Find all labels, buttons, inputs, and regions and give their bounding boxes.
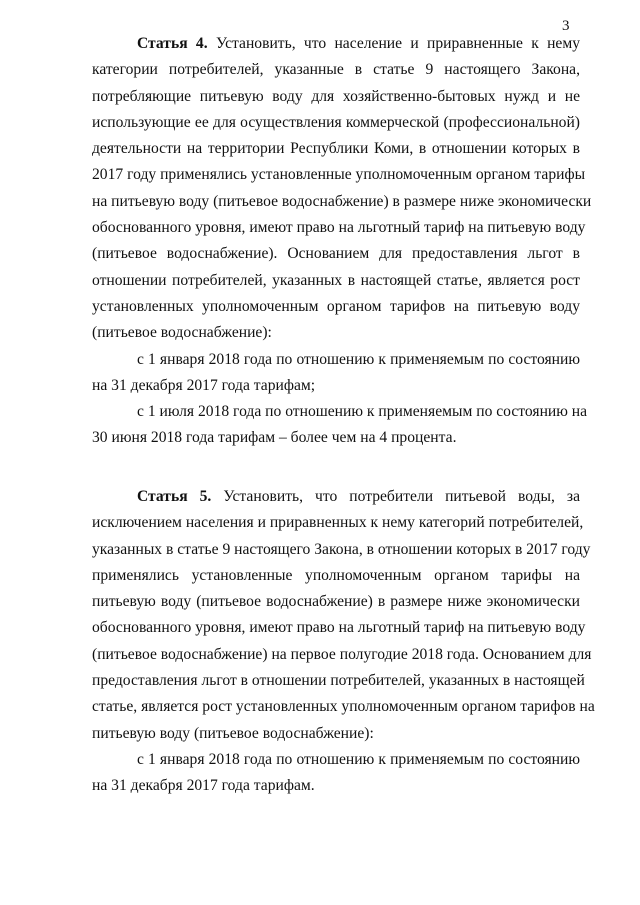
text-line: на питьевую воду (питьевое водоснабжение) в размере ниже экономически (92, 192, 592, 210)
article-5 (92, 484, 595, 800)
text-line: с 1 января 2018 года по отношению к применяемым по состоянию (137, 350, 580, 368)
text-line: предоставления льгот в отношении потребителей, указанных в настоящей (92, 672, 585, 690)
article-4-heading: Статья 4. (137, 35, 208, 52)
text-line: статье, является рост установленных уполномоченным органом тарифов на (92, 698, 595, 716)
text-line: потребляющие питьевую воду для хозяйственно-бытовых нужд и не (92, 87, 580, 105)
article-4 (92, 31, 592, 452)
text-line: 2017 году применялись установленные уполномоченным органом тарифы (92, 166, 586, 184)
text-line: 30 июня 2018 года тарифам – более чем на 4 процента. (92, 429, 457, 447)
text-line: деятельности на территории Республики Коми, в отношении которых в (92, 140, 580, 158)
text-line: на 31 декабря 2017 года тарифам. (92, 777, 315, 795)
article-5-first-line: Статья 5. Установить, что потребители питьевой воды, за (137, 488, 580, 505)
text-line: с 1 января 2018 года по отношению к применяемым по состоянию (137, 750, 580, 768)
page-number: 3 (562, 18, 570, 34)
article-5-heading: Статья 5. (137, 488, 212, 505)
text-line: (питьевое водоснабжение): (92, 324, 272, 342)
text-line: отношении потребителей, указанных в настоящей статье, является рост (92, 271, 580, 289)
text-line: категории потребителей, указанные в статье 9 настоящего Закона, (92, 61, 580, 79)
text-line: установленных уполномоченным органом тарифов на питьевую воду (92, 297, 580, 315)
text-line: (питьевое водоснабжение). Основанием для предоставления льгот в (92, 245, 580, 263)
text-line: обоснованного уровня, имеют право на льготный тариф на питьевую воду (92, 219, 586, 237)
text-line: питьевую воду (питьевое водоснабжение): (92, 724, 374, 742)
text-line: питьевую воду (питьевое водоснабжение) в размере ниже экономически (92, 593, 580, 611)
text-line: (питьевое водоснабжение) на первое полугодие 2018 года. Основанием для (92, 645, 592, 663)
text-line: на 31 декабря 2017 года тарифам; (92, 376, 316, 394)
text-line: обоснованного уровня, имеют право на льготный тариф на питьевую воду (92, 619, 586, 637)
article-4-first-line: Статья 4. Установить, что население и приравненные к нему (137, 35, 580, 52)
text-line: применялись установленные уполномоченным органом тарифы на (92, 566, 580, 584)
text-line: с 1 июля 2018 года по отношению к применяемым по состоянию на (137, 403, 588, 421)
text-line: исключением населения и приравненных к нему категорий потребителей, (92, 514, 584, 532)
text-line: указанных в статье 9 настоящего Закона, в отношении которых в 2017 году (92, 540, 591, 558)
text-line: использующие ее для осуществления коммерческой (профессиональной) (92, 113, 580, 131)
